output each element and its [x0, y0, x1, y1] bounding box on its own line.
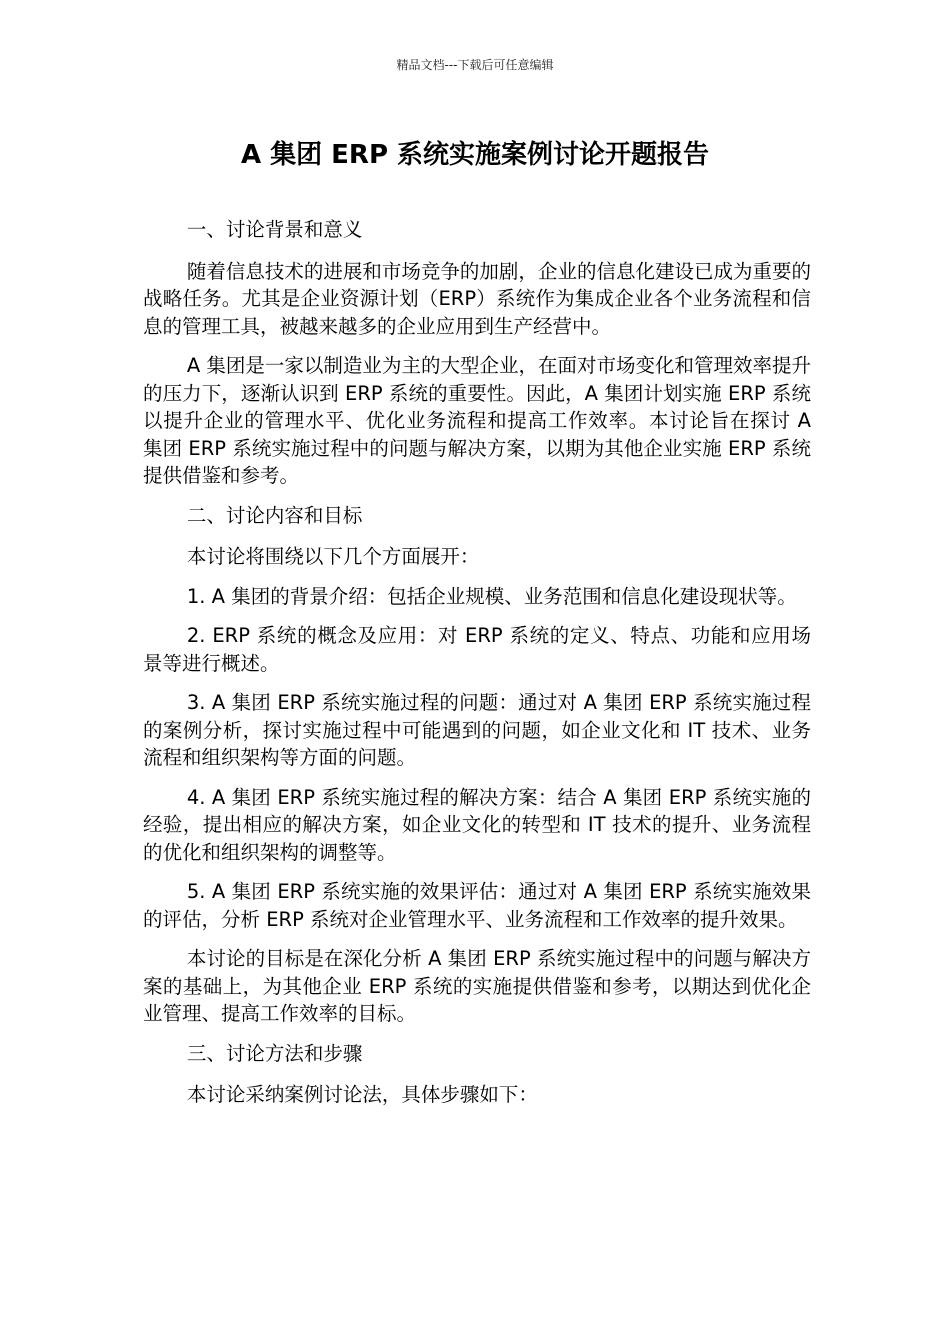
paragraph-content-intro: 本讨论将围绕以下几个方面展开： — [186, 545, 480, 568]
document-body — [143, 216, 811, 1121]
section-heading-method: 三、讨论方法和步骤 — [186, 1041, 363, 1065]
header-note: 精品文档---下载后可任意编辑 — [396, 58, 554, 72]
list-item-1: 1. A 集团的背景介绍：包括企业规模、业务范围和信息化建设现状等。 — [186, 584, 797, 608]
section-heading-content: 二、讨论内容和目标 — [186, 503, 363, 527]
paragraph-background-2: A 集团是一家以制造业为主的大型企业，在面对市场变化和管理效率提升的压力下，逐渐认识到 ERP 系统的重要性。因此，A 集团计划实施 ERP 系统以提升企业的管理水平、优化业务流程和提高工作效率。本讨论旨在探讨 A 集团 ERP 系统实施过程中的问题与解决方案，以期为其他企业实施 ERP 系统提供借鉴和参考。 — [143, 354, 811, 487]
list-item-4: 4. A 集团 ERP 系统实施过程的解决方案：结合 A 集团 ERP 系统实施的经验，提出相应的解决方案，如企业文化的转型和 IT 技术的提升、业务流程的优化和组织架构的调整等。 — [143, 785, 811, 864]
paragraph-method-intro: 本讨论采纳案例讨论法，具体步骤如下： — [186, 1083, 538, 1106]
list-item-5: 5. A 集团 ERP 系统实施的效果评估：通过对 A 集团 ERP 系统实施效果的评估，分析 ERP 系统对企业管理水平、业务流程和工作效率的提升效果。 — [143, 880, 811, 931]
list-item-3: 3. A 集团 ERP 系统实施过程的问题：通过对 A 集团 ERP 系统实施过程的案例分析，探讨实施过程中可能遇到的问题，如企业文化和 IT 技术、业务流程和组织架构等方面的问题。 — [143, 691, 811, 769]
list-item-2: 2. ERP 系统的概念及应用：对 ERP 系统的定义、特点、功能和应用场景等进行概述。 — [143, 624, 811, 675]
paragraph-goal: 本讨论的目标是在深化分析 A 集团 ERP 系统实施过程中的问题与解决方案的基础上，为其他企业 ERP 系统的实施提供借鉴和参考，以期达到优化企业管理、提高工作效率的目标。 — [143, 947, 811, 1025]
section-heading-background: 一、讨论背景和意义 — [186, 218, 363, 241]
document-title: A 集团 ERP 系统实施案例讨论开题报告 — [240, 140, 710, 170]
paragraph-background-1: 随着信息技术的进展和市场竞争的加剧，企业的信息化建设已成为重要的战略任务。尤其是企业资源计划（ERP）系统作为集成企业各个业务流程和信息的管理工具，被越来越多的企业应用到生产经营中。 — [143, 259, 811, 338]
